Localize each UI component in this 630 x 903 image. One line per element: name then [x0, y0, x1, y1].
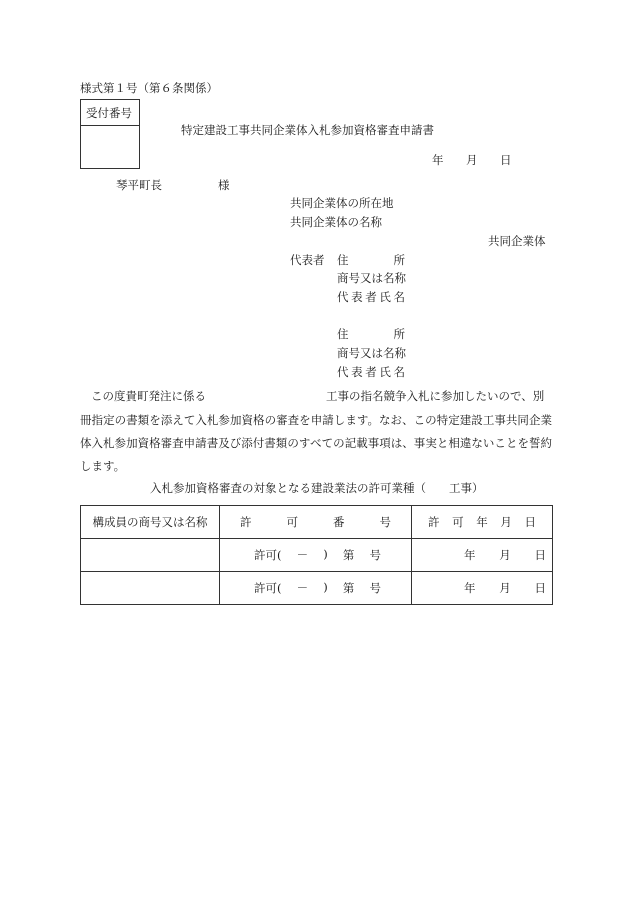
permit-date-cell: 年 月 日	[412, 539, 553, 572]
representative-address-label: 住 所	[337, 253, 405, 267]
member-name-cell	[81, 539, 220, 572]
table-row	[81, 539, 553, 572]
addressee-honorific: 様	[218, 178, 230, 192]
date-year-label: 年	[432, 153, 444, 167]
document-title: 特定建設工事共同企業体入札参加資格審査申請書	[181, 123, 434, 137]
jv-name-suffix: 共同企業体	[488, 234, 546, 248]
date-month-label: 月	[466, 153, 478, 167]
header-permit-number: 許 可 番 号	[220, 506, 412, 539]
addressee-name: 琴平町長	[116, 178, 162, 192]
jv-name-label: 共同企業体の名称	[290, 215, 382, 229]
jv-location-label: 共同企業体の所在地	[290, 196, 394, 210]
application-statement: この度貴町発注に係る 工事の指名競争入札に参加したいので、別 冊指定の書類を添えて入札参加資格の審査を申請します。なお、この特定建設工事共同企業体入札参加資格審査申請書及び添付書類のすべての記載事項は、事実と相違ないことを誓約します。	[80, 389, 552, 473]
permit-number-cell: 許可( － ) 第 号	[220, 539, 412, 572]
reception-number-box	[80, 99, 140, 169]
representative-person-label: 代 表 者 氏 名	[337, 290, 405, 304]
member-trade-name-label: 商号又は名称	[337, 346, 406, 360]
table-header-row	[81, 506, 553, 539]
date-day-label: 日	[500, 153, 512, 167]
member-name-cell	[81, 572, 220, 605]
permit-table	[80, 505, 553, 605]
representative-role: 代表者	[290, 253, 325, 267]
header-permit-date: 許 可 年 月 日	[412, 506, 553, 539]
reception-number-label: 受付番号	[86, 106, 132, 120]
representative-trade-name-label: 商号又は名称	[337, 271, 406, 285]
table-row	[81, 572, 553, 605]
permit-number-cell: 許可( － ) 第 号	[220, 572, 412, 605]
header-member: 構成員の商号又は名称	[81, 506, 220, 539]
member-address-label: 住 所	[337, 327, 405, 341]
permit-date-cell: 年 月 日	[412, 572, 553, 605]
member-person-label: 代 表 者 氏 名	[337, 365, 405, 379]
form-number: 様式第１号（第６条関係）	[80, 81, 218, 95]
table-caption: 入札参加資格審査の対象となる建設業法の許可業種（ 工事）	[150, 481, 484, 495]
